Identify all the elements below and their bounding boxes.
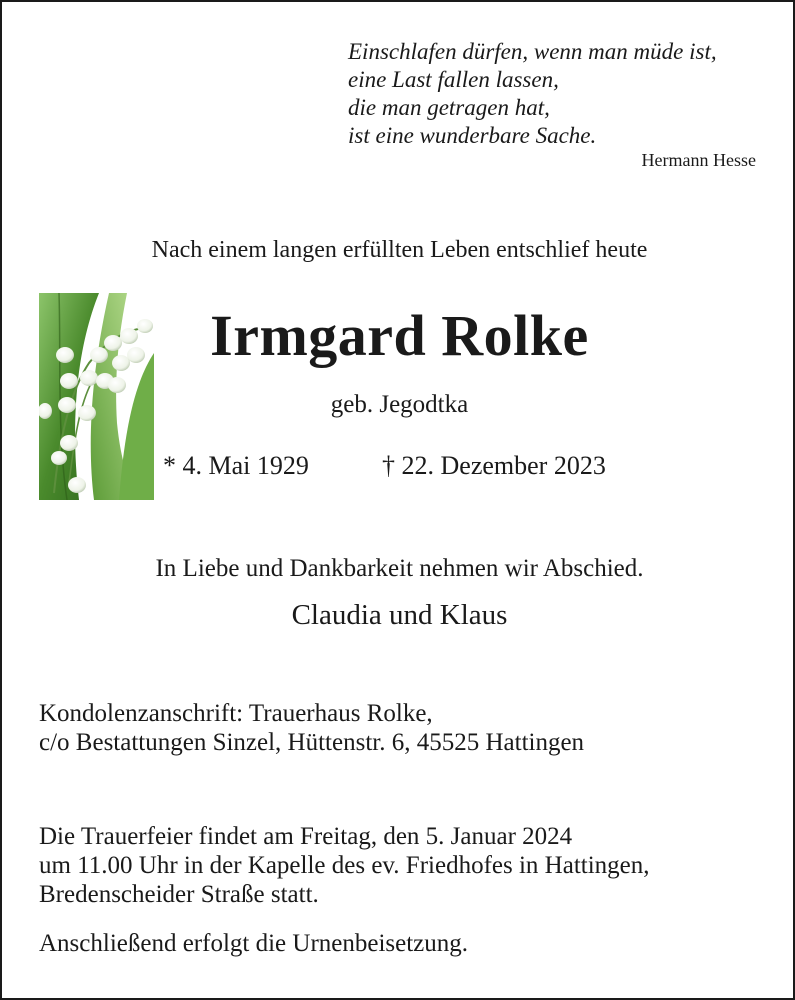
deceased-name: Irmgard Rolke <box>210 303 589 368</box>
intro-text: Nach einem langen erfüllten Leben entschlief heute <box>151 237 648 263</box>
condolence-line: c/o Bestattungen Sinzel, Hüttenstr. 6, 45525 Hattingen <box>39 729 585 756</box>
death-date: † 22. Dezember 2023 <box>382 451 606 480</box>
urn-burial-note: Anschließend erfolgt die Urnenbeisetzung. <box>39 930 469 957</box>
condolence-address <box>39 699 584 757</box>
farewell-text: In Liebe und Dankbarkeit nehmen wir Abschied. <box>155 555 644 582</box>
maiden-name: geb. Jegodtka <box>330 391 469 418</box>
poem-line: Einschlafen dürfen, wenn man müde ist, <box>348 39 717 64</box>
poem-line: eine Last fallen lassen, <box>348 67 559 92</box>
poem <box>348 38 717 150</box>
family-names: Claudia und Klaus <box>291 599 508 631</box>
service-line: Die Trauerfeier findet am Freitag, den 5. Januar 2024 <box>39 823 573 850</box>
poem-line: ist eine wunderbare Sache. <box>348 123 597 148</box>
poem-author: Hermann Hesse <box>641 150 756 170</box>
condolence-line: Kondolenzanschrift: Trauerhaus Rolke, <box>39 700 433 727</box>
funeral-service-info <box>39 822 650 909</box>
service-line: um 11.00 Uhr in der Kapelle des ev. Friedhofes in Hattingen, <box>39 852 650 879</box>
service-line: Bredenscheider Straße statt. <box>39 881 319 908</box>
birth-date: * 4. Mai 1929 <box>163 451 309 480</box>
poem-line: die man getragen hat, <box>348 95 550 120</box>
